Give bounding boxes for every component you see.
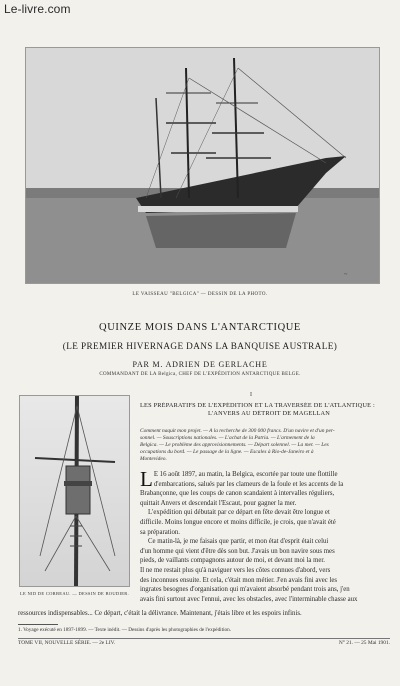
- section-heading-line: L'ANVERS AU DÉTROIT DE MAGELLAN: [208, 410, 330, 417]
- body-line: L'expédition qui débutait par ce départ en fête devait être longue et: [148, 509, 330, 517]
- footnote: 1. Voyage exécuté en 1897-1899. — Texte inédit. — Dessins d'après les photographies de l'expédition.: [18, 627, 231, 633]
- article-byline: PAR M. ADRIEN DE GERLACHE: [132, 360, 268, 369]
- footer-issue: N° 21. — 25 Mai 1901.: [338, 640, 390, 646]
- site-watermark[interactable]: Le-livre.com: [4, 2, 71, 16]
- body-line: d'embarcations, salués par les clameurs de la foule et les accents de la: [153, 480, 344, 488]
- page-footer: [18, 638, 390, 646]
- crows-nest-caption: LE NID DE CORBEAU. — DESSIN DE BOUDIER.: [19, 591, 130, 596]
- body-line: Ce matin-là, je me faisais que partir, et mon état d'esprit était celui: [148, 538, 329, 546]
- footnote-rule: [18, 624, 58, 625]
- body-line: des inconnues ensuite. Et cela, c'était mon métier. J'en avais fini avec les: [140, 576, 338, 584]
- article-body: [140, 470, 398, 604]
- summary-line: sonnel. — Souscriptions nationales. — L'achat de la Patria. — L'armement de la: [140, 435, 315, 441]
- body-line: d'un homme qui vient d'être dès son but. J'avais un bon navire sous mes: [140, 547, 335, 555]
- body-line: Il ne me restait plus qu'à naviguer vers les côtes connues d'abord, vers: [140, 566, 331, 574]
- ship-illustration: [26, 48, 379, 283]
- body-line: avais fini surtout avec l'ennui, avec les obstacles, avec l'interminable chasse aux: [140, 595, 358, 603]
- crows-nest-photo: [19, 395, 130, 587]
- section-heading: [140, 402, 398, 418]
- section-heading-line: LES PRÉPARATIFS DE L'EXPÉDITION ET LA TRAVERSÉE DE L'ATLANTIQUE :: [140, 402, 375, 409]
- crows-nest-illustration: [20, 396, 129, 586]
- drop-cap: L: [140, 470, 153, 490]
- summary-line: Comment naquit mon projet. — A la recherche de 300 000 francs. D'un navire et d'un per-: [140, 428, 335, 434]
- body-line: difficile. Moins longue encore et moins difficile, je crois, que n'avait été: [140, 518, 336, 526]
- summary-line: occupations du bord. — Le passage de la ligne. — Escales à Rio-de-Janeiro et à: [140, 449, 314, 455]
- article-subtitle: (LE PREMIER HIVERNAGE DANS LA BANQUISE AUSTRALE): [62, 341, 338, 351]
- body-line: pieds, de vaillants compagnons autour de moi, et devant moi la mer.: [140, 557, 325, 565]
- summary-line: Montevideo.: [140, 456, 167, 462]
- body-first-line: [140, 470, 398, 489]
- body-line: E 16 août 1897, au matin, la Belgica, escortée par toute une flottille: [153, 471, 338, 478]
- footer-volume: TOME VII, NOUVELLE SÉRIE. — 2e LIV.: [18, 640, 116, 646]
- section-summary: [140, 428, 398, 463]
- summary-line: Belgica. — Le problème des approvisionnements. — Départ solennel. — La mer. — Les: [140, 442, 329, 448]
- author-title: COMMANDANT DE LA Belgica, CHEF DE L'EXPÉDITION ANTARCTIQUE BELGE.: [99, 372, 301, 377]
- body-continuation: ressources indispensables... Ce départ, c'était la délivrance. Maintenant, j'étais libre et les espoirs infinis.: [18, 610, 302, 617]
- svg-text:~: ~: [344, 272, 348, 278]
- section-number: I: [250, 392, 252, 398]
- body-line: quittait Anvers et descendait l'Escaut, pour gagner la mer.: [140, 499, 297, 507]
- article-title: QUINZE MOIS DANS L'ANTARCTIQUE: [99, 322, 301, 333]
- body-line: Brabançonne, que les coups de canon scandaient à intervalles réguliers,: [140, 490, 335, 498]
- body-line: sa préparation.: [140, 528, 181, 536]
- ship-photo-caption: LE VAISSEAU "BELGICA" — DESSIN DE LA PHOTO.: [132, 292, 268, 297]
- body-line: ingrates besognes d'organisation qui m'avaient absorbé pendant trois ans, j'en: [140, 586, 350, 594]
- ship-photo: [25, 47, 380, 284]
